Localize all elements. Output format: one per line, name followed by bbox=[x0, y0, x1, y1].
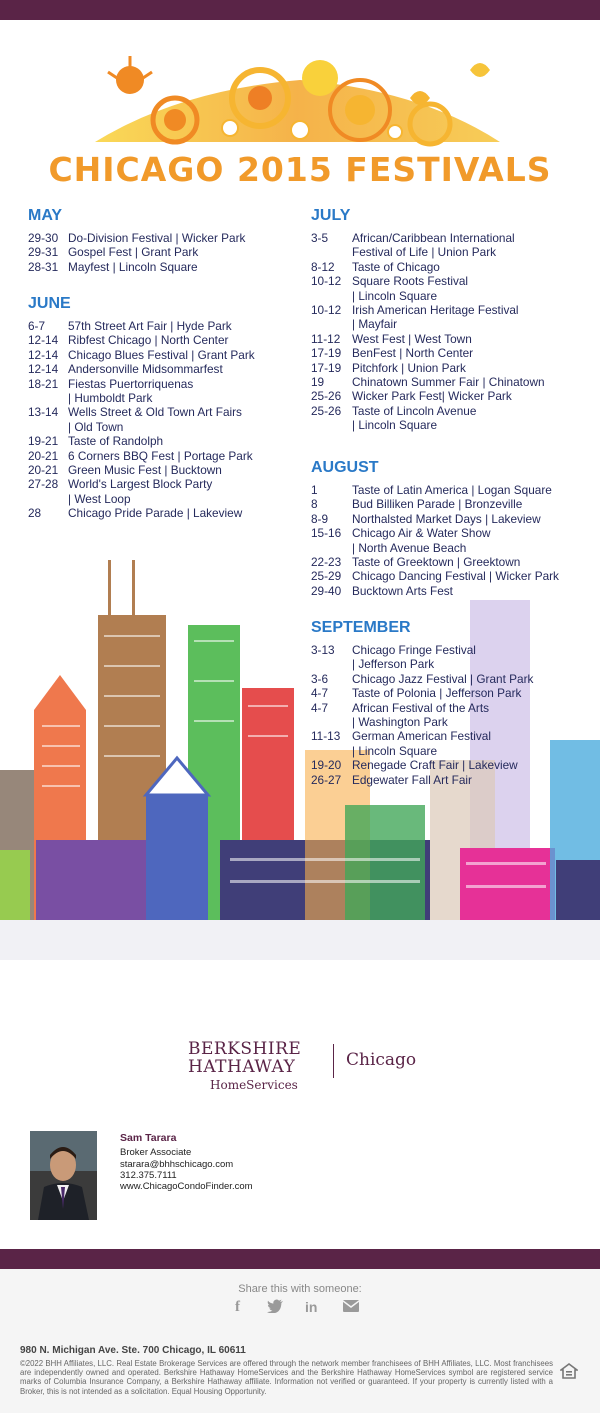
event-name: Ribfest Chicago | North Center bbox=[68, 333, 229, 348]
agent-name: Sam Tarara bbox=[120, 1132, 177, 1144]
month-heading: MAY bbox=[28, 207, 63, 224]
brand-subtitle: HomeServices bbox=[210, 1078, 298, 1092]
event-name: Taste of Randolph bbox=[68, 434, 164, 449]
event-dates: 4-7 bbox=[311, 700, 329, 715]
event-dates: 19-21 bbox=[28, 434, 59, 449]
event-dates: 26-27 bbox=[311, 772, 342, 787]
event-name: | Mayfair bbox=[352, 317, 398, 332]
event-dates: 11-13 bbox=[311, 729, 341, 744]
month-heading: SEPTEMBER bbox=[311, 619, 411, 636]
event-dates: 6-7 bbox=[28, 319, 46, 333]
event-name: Green Music Fest | Bucktown bbox=[68, 463, 222, 477]
event-name: Taste of Greektown | Greektown bbox=[352, 555, 521, 569]
event-name: Square Roots Festival bbox=[352, 274, 469, 289]
social-icons bbox=[229, 1299, 369, 1319]
event-dates: 1 bbox=[311, 483, 318, 497]
brand-name: BERKSHIRE HATHAWAY bbox=[188, 1039, 302, 1077]
event-name: Chicago Dancing Festival | Wicker Park bbox=[352, 569, 559, 584]
event-name: Taste of Chicago bbox=[352, 259, 440, 274]
event-name: Bud Billiken Parade | Bronzeville bbox=[352, 497, 523, 512]
event-name: | Old Town bbox=[68, 419, 124, 434]
event-name: BenFest | North Center bbox=[352, 346, 474, 361]
agent-phone[interactable]: 312.375.7111 bbox=[120, 1169, 177, 1181]
month-heading: AUGUST bbox=[311, 459, 379, 476]
agent-photo bbox=[30, 1131, 97, 1220]
event-name: 6 Corners BBQ Fest | Portage Park bbox=[68, 448, 253, 463]
event-dates: 19-20 bbox=[311, 758, 342, 773]
event-dates: 29-40 bbox=[311, 583, 342, 598]
event-dates: 25-29 bbox=[311, 569, 342, 584]
month-heading: JULY bbox=[311, 207, 351, 224]
event-name: Wicker Park Fest| Wicker Park bbox=[352, 389, 512, 404]
event-dates: 28 bbox=[28, 506, 42, 521]
event-name: Irish American Heritage Festival bbox=[352, 303, 519, 317]
agent-title: Broker Associate bbox=[120, 1147, 192, 1159]
legal-disclaimer: ©2022 BHH Affiliates, LLC. Real Estate Brokerage Services are offered through the network member franchisees of BHH Affiliates, LLC. Most franchisees are independently owned and operated. Berkshire Hathaway HomeServices and the Berkshire Hathaway HomeServices symbol are registered service marks of Columbia Insurance Company, a Berkshire Hathaway affiliate. Information not verified or guaranteed. If your property is currently listed with a Broker, this is not intended as a solicitation. Equal Housing Opportunity. bbox=[20, 1359, 553, 1396]
page-title: CHICAGO 2015 FESTIVALS bbox=[48, 150, 552, 189]
bottom-bar bbox=[0, 1249, 600, 1269]
footer bbox=[0, 1269, 600, 1413]
event-name: Gospel Fest | Grant Park bbox=[68, 245, 199, 260]
event-dates: 28-31 bbox=[28, 259, 59, 274]
event-dates: 17-19 bbox=[311, 346, 342, 361]
event-name: African Festival of the Arts bbox=[352, 700, 490, 715]
event-name: Fiestas Puertorriquenas bbox=[68, 376, 194, 391]
twitter-icon[interactable] bbox=[267, 1299, 283, 1317]
brand-logo bbox=[188, 1040, 428, 1100]
event-dates: 20-21 bbox=[28, 448, 59, 463]
brand-divider bbox=[333, 1044, 334, 1078]
event-dates: 12-14 bbox=[28, 347, 59, 362]
event-name: | Lincoln Square bbox=[352, 288, 438, 303]
event-name: Chinatown Summer Fair | Chinatown bbox=[352, 375, 545, 389]
event-name: Do-Division Festival | Wicker Park bbox=[68, 231, 246, 245]
event-dates: 29-31 bbox=[28, 245, 59, 260]
month-heading: JUNE bbox=[28, 295, 71, 312]
event-dates: 10-12 bbox=[311, 303, 342, 317]
event-name: Chicago Blues Festival | Grant Park bbox=[68, 347, 255, 362]
event-name: German American Festival bbox=[352, 729, 491, 744]
event-name: Chicago Pride Parade | Lakeview bbox=[68, 506, 243, 521]
facebook-icon[interactable]: f bbox=[235, 1299, 240, 1315]
event-name: Andersonville Midsommarfest bbox=[68, 362, 223, 377]
event-dates: 17-19 bbox=[311, 360, 342, 375]
event-name: Edgewater Fall Art Fair bbox=[352, 772, 472, 787]
event-dates: 12-14 bbox=[28, 362, 59, 377]
event-dates: 3-13 bbox=[311, 643, 335, 657]
event-name: | Washington Park bbox=[352, 715, 448, 729]
event-dates: 12-14 bbox=[28, 333, 59, 348]
event-name: West Fest | West Town bbox=[352, 331, 472, 346]
linkedin-icon[interactable]: in bbox=[305, 1299, 318, 1315]
event-dates: 4-7 bbox=[311, 686, 329, 701]
event-dates: 8-12 bbox=[311, 259, 335, 274]
event-dates: 3-6 bbox=[311, 671, 329, 686]
event-name: Wells Street & Old Town Art Fairs bbox=[68, 405, 242, 420]
event-name: | Lincoln Square bbox=[352, 743, 438, 758]
share-text: Share this with someone: bbox=[238, 1283, 362, 1295]
event-dates: 19 bbox=[311, 375, 325, 389]
event-dates: 25-26 bbox=[311, 403, 342, 418]
event-dates: 22-23 bbox=[311, 555, 342, 569]
event-name: Bucktown Arts Fest bbox=[352, 583, 453, 598]
event-name: Mayfest | Lincoln Square bbox=[68, 259, 198, 274]
event-name: Taste of Lincoln Avenue bbox=[352, 403, 477, 418]
event-name: Northalsted Market Days | Lakeview bbox=[352, 511, 541, 526]
office-address: 980 N. Michigan Ave. Ste. 700 Chicago, IL 60611 bbox=[20, 1345, 246, 1356]
event-name: | West Loop bbox=[68, 491, 131, 506]
event-dates: 27-28 bbox=[28, 477, 59, 492]
event-name: African/Caribbean International bbox=[352, 231, 515, 245]
email-icon[interactable] bbox=[343, 1299, 359, 1316]
event-name: World's Largest Block Party bbox=[68, 477, 213, 492]
event-name: Chicago Jazz Festival | Grant Park bbox=[352, 671, 534, 686]
agent-website-link[interactable]: www.ChicagoCondoFinder.com bbox=[120, 1181, 253, 1193]
event-dates: 3-5 bbox=[311, 231, 329, 245]
event-name: | North Avenue Beach bbox=[352, 540, 467, 555]
event-dates: 15-16 bbox=[311, 526, 342, 541]
event-name: Chicago Fringe Festival bbox=[352, 643, 476, 657]
event-name: Taste of Polonia | Jefferson Park bbox=[352, 686, 522, 701]
event-name: Festival of Life | Union Park bbox=[352, 245, 497, 260]
event-name: | Humboldt Park bbox=[68, 391, 153, 405]
event-name: Taste of Latin America | Logan Square bbox=[352, 483, 552, 497]
event-dates: 18-21 bbox=[28, 376, 59, 391]
event-name: | Jefferson Park bbox=[352, 657, 435, 672]
event-dates: 25-26 bbox=[311, 389, 342, 404]
event-dates: 8 bbox=[311, 497, 318, 512]
event-dates: 13-14 bbox=[28, 405, 59, 420]
event-dates: 11-12 bbox=[311, 331, 341, 346]
agent-info bbox=[120, 1133, 253, 1192]
event-name: Pitchfork | Union Park bbox=[352, 360, 466, 375]
equal-housing-icon bbox=[560, 1363, 578, 1379]
event-name: | Lincoln Square bbox=[352, 418, 438, 433]
event-dates: 29-30 bbox=[28, 231, 59, 245]
event-name: Chicago Air & Water Show bbox=[352, 526, 491, 541]
agent-email-link[interactable]: starara@bhhschicago.com bbox=[120, 1158, 234, 1170]
event-name: Renegade Craft Fair | Lakeview bbox=[352, 758, 518, 773]
event-dates: 20-21 bbox=[28, 463, 59, 477]
brand-city: Chicago bbox=[346, 1050, 417, 1070]
event-dates: 8-9 bbox=[311, 511, 329, 526]
event-name: 57th Street Art Fair | Hyde Park bbox=[68, 319, 232, 333]
event-dates: 10-12 bbox=[311, 274, 342, 289]
